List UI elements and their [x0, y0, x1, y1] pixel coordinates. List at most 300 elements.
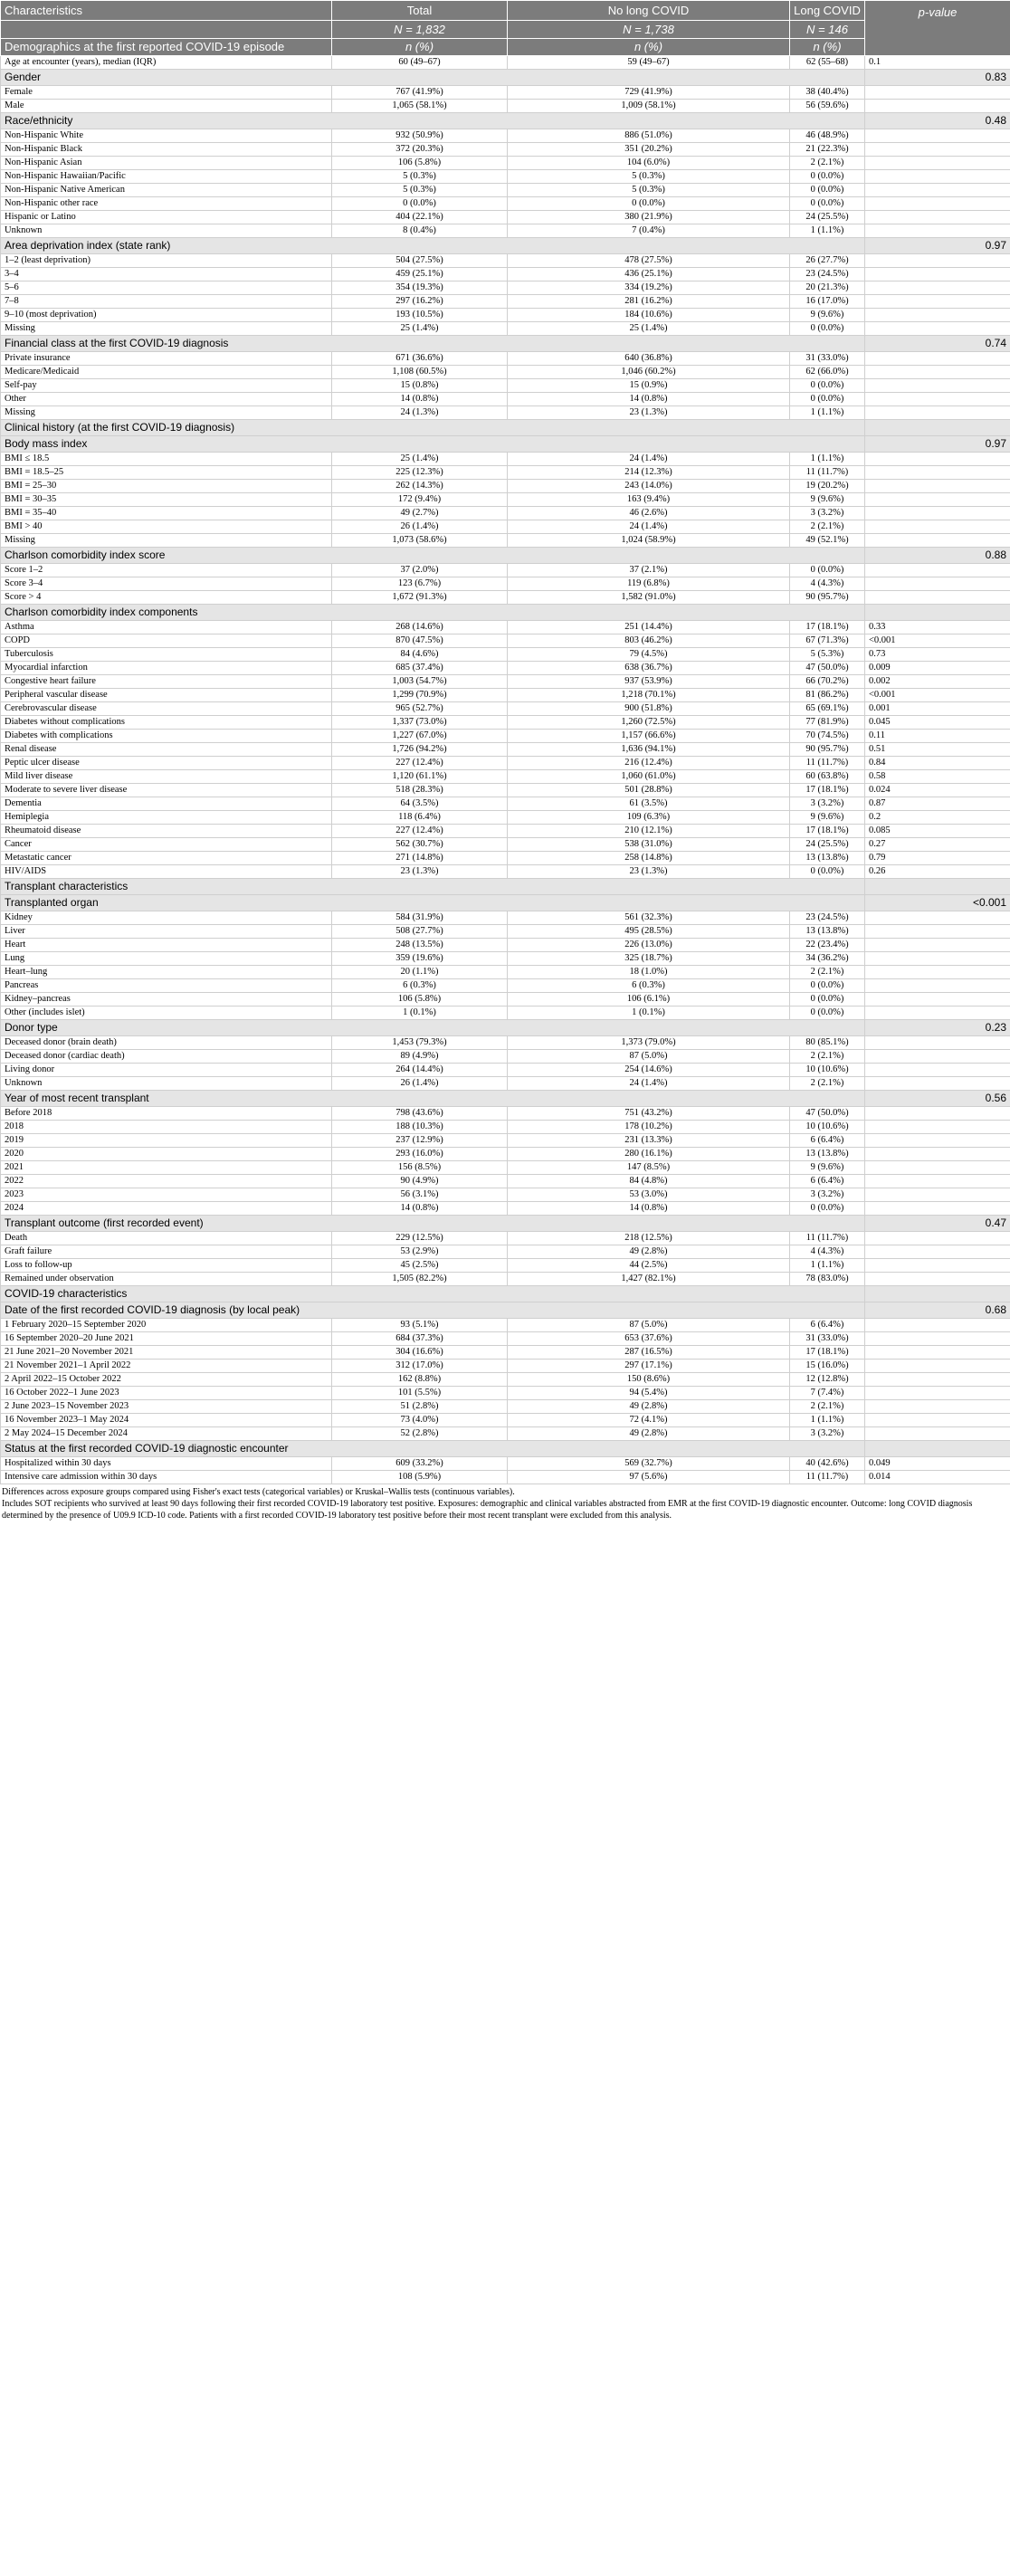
table-row	[1, 1188, 1010, 1202]
cell-total: 37 (2.0%)	[332, 564, 508, 577]
cell-no-long-covid: 24 (1.4%)	[508, 453, 790, 466]
cell-p-value	[865, 1050, 1010, 1064]
cell-p-value: 0.014	[865, 1471, 1010, 1484]
cell-total: 25 (1.4%)	[332, 322, 508, 336]
cell-total: 404 (22.1%)	[332, 211, 508, 224]
table-row	[1, 993, 1010, 1007]
row-label: BMI = 25–30	[1, 480, 332, 493]
cell-total: 459 (25.1%)	[332, 268, 508, 281]
cell-long-covid: 11 (11.7%)	[790, 757, 865, 770]
cell-total: 1,337 (73.0%)	[332, 716, 508, 730]
table-row	[1, 939, 1010, 952]
cell-long-covid: 47 (50.0%)	[790, 662, 865, 675]
table-row	[1, 577, 1010, 591]
table-row	[1, 86, 1010, 100]
cell-p-value	[865, 211, 1010, 224]
cell-total: 108 (5.9%)	[332, 1471, 508, 1484]
cell-long-covid: 0 (0.0%)	[790, 1007, 865, 1020]
section-label: Financial class at the first COVID-19 diagnosis	[1, 336, 865, 352]
footnote: Differences across exposure groups compared using Fisher's exact tests (categorical variables) or Kruskal–Wallis tests (continuous variables).	[2, 1487, 515, 1497]
cell-no-long-covid: 1,218 (70.1%)	[508, 689, 790, 702]
section-row	[1, 1216, 1010, 1232]
cell-no-long-covid: 501 (28.8%)	[508, 784, 790, 797]
header-long-covid-unit: n (%)	[790, 39, 865, 56]
cell-p-value	[865, 1036, 1010, 1050]
row-label: Score > 4	[1, 591, 332, 605]
cell-p-value: 0.51	[865, 743, 1010, 757]
header-long-covid: Long COVID	[790, 1, 865, 21]
cell-long-covid: 4 (4.3%)	[790, 1245, 865, 1259]
footnotes	[0, 1484, 1004, 1523]
cell-long-covid: 2 (2.1%)	[790, 966, 865, 979]
cell-long-covid: 56 (59.6%)	[790, 100, 865, 113]
cell-no-long-covid: 119 (6.8%)	[508, 577, 790, 591]
cell-long-covid: 38 (40.4%)	[790, 86, 865, 100]
cell-no-long-covid: 1,009 (58.1%)	[508, 100, 790, 113]
cell-p-value	[865, 86, 1010, 100]
row-label: 2 May 2024–15 December 2024	[1, 1427, 332, 1441]
cell-p-value	[865, 507, 1010, 520]
cell-p-value	[865, 268, 1010, 281]
section-label: Body mass index	[1, 436, 865, 453]
cell-long-covid: 26 (27.7%)	[790, 254, 865, 268]
cell-long-covid: 11 (11.7%)	[790, 466, 865, 480]
cell-long-covid: 65 (69.1%)	[790, 702, 865, 716]
cell-total: 227 (12.4%)	[332, 825, 508, 838]
cell-p-value	[865, 939, 1010, 952]
header-no-long-covid: No long COVID	[508, 1, 790, 21]
cell-long-covid: 34 (36.2%)	[790, 952, 865, 966]
cell-total: 6 (0.3%)	[332, 979, 508, 993]
cell-no-long-covid: 380 (21.9%)	[508, 211, 790, 224]
cell-long-covid: 9 (9.6%)	[790, 493, 865, 507]
table-row	[1, 591, 1010, 605]
table-row	[1, 453, 1010, 466]
row-label: Age at encounter (years), median (IQR)	[1, 56, 332, 70]
cell-long-covid: 77 (81.9%)	[790, 716, 865, 730]
table-row	[1, 797, 1010, 811]
row-label: BMI ≤ 18.5	[1, 453, 332, 466]
cell-p-value	[865, 466, 1010, 480]
cell-long-covid: 67 (71.3%)	[790, 634, 865, 648]
cell-no-long-covid: 1,427 (82.1%)	[508, 1273, 790, 1286]
table-row	[1, 157, 1010, 170]
cell-p-value	[865, 911, 1010, 925]
table-row	[1, 757, 1010, 770]
section-row	[1, 238, 1010, 254]
row-label: Mild liver disease	[1, 770, 332, 784]
cell-p-value	[865, 1188, 1010, 1202]
cell-total: 156 (8.5%)	[332, 1161, 508, 1175]
cell-long-covid: 24 (25.5%)	[790, 211, 865, 224]
row-label: 2 June 2023–15 November 2023	[1, 1400, 332, 1414]
cell-p-value	[865, 224, 1010, 238]
cell-p-value	[865, 281, 1010, 295]
cell-p-value	[865, 1175, 1010, 1188]
cell-no-long-covid: 84 (4.8%)	[508, 1175, 790, 1188]
cell-long-covid: 13 (13.8%)	[790, 925, 865, 939]
cell-no-long-covid: 243 (14.0%)	[508, 480, 790, 493]
cell-p-value	[865, 1387, 1010, 1400]
cell-total: 312 (17.0%)	[332, 1360, 508, 1373]
cell-p-value	[865, 1400, 1010, 1414]
table-row	[1, 493, 1010, 507]
row-label: Other (includes islet)	[1, 1007, 332, 1020]
section-row	[1, 1020, 1010, 1036]
cell-p-value	[865, 1373, 1010, 1387]
cell-no-long-covid: 638 (36.7%)	[508, 662, 790, 675]
table-row	[1, 1259, 1010, 1273]
cell-total: 1,453 (79.3%)	[332, 1036, 508, 1050]
cell-no-long-covid: 325 (18.7%)	[508, 952, 790, 966]
table-row	[1, 224, 1010, 238]
cell-total: 671 (36.6%)	[332, 352, 508, 366]
table-row	[1, 1245, 1010, 1259]
cell-long-covid: 0 (0.0%)	[790, 979, 865, 993]
table-row	[1, 309, 1010, 322]
cell-no-long-covid: 281 (16.2%)	[508, 295, 790, 309]
row-label: Renal disease	[1, 743, 332, 757]
row-label: HIV/AIDS	[1, 865, 332, 879]
cell-p-value	[865, 952, 1010, 966]
cell-p-value	[865, 254, 1010, 268]
cell-long-covid: 2 (2.1%)	[790, 157, 865, 170]
cell-long-covid: 0 (0.0%)	[790, 1202, 865, 1216]
row-label: 2019	[1, 1134, 332, 1148]
row-label: Deceased donor (brain death)	[1, 1036, 332, 1050]
cell-p-value: 0.009	[865, 662, 1010, 675]
cell-no-long-covid: 106 (6.1%)	[508, 993, 790, 1007]
cell-no-long-covid: 109 (6.3%)	[508, 811, 790, 825]
cell-p-value	[865, 1427, 1010, 1441]
table-row	[1, 143, 1010, 157]
cell-long-covid: 21 (22.3%)	[790, 143, 865, 157]
table-row	[1, 534, 1010, 548]
cell-total: 56 (3.1%)	[332, 1188, 508, 1202]
row-label: 2023	[1, 1188, 332, 1202]
cell-no-long-covid: 94 (5.4%)	[508, 1387, 790, 1400]
cell-no-long-covid: 251 (14.4%)	[508, 621, 790, 634]
cell-total: 0 (0.0%)	[332, 197, 508, 211]
cell-long-covid: 0 (0.0%)	[790, 184, 865, 197]
cell-p-value: <0.001	[865, 689, 1010, 702]
cell-no-long-covid: 61 (3.5%)	[508, 797, 790, 811]
section-row	[1, 1302, 1010, 1319]
table-row	[1, 1373, 1010, 1387]
cell-long-covid: 70 (74.5%)	[790, 730, 865, 743]
table-row	[1, 925, 1010, 939]
cell-no-long-covid: 334 (19.2%)	[508, 281, 790, 295]
section-label: Year of most recent transplant	[1, 1091, 865, 1107]
cell-p-value: 0.11	[865, 730, 1010, 743]
row-label: Loss to follow-up	[1, 1259, 332, 1273]
cell-long-covid: 3 (3.2%)	[790, 507, 865, 520]
table-row	[1, 825, 1010, 838]
table-row	[1, 1202, 1010, 1216]
cell-long-covid: 12 (12.8%)	[790, 1373, 865, 1387]
header-row	[1, 39, 1010, 56]
cell-p-value	[865, 157, 1010, 170]
cell-long-covid: 1 (1.1%)	[790, 1259, 865, 1273]
table-row	[1, 170, 1010, 184]
cell-p-value: 0.001	[865, 702, 1010, 716]
section-label: Status at the first recorded COVID-19 diagnostic encounter	[1, 1441, 865, 1457]
cell-p-value	[865, 406, 1010, 420]
cell-long-covid: 6 (6.4%)	[790, 1175, 865, 1188]
cell-no-long-covid: 23 (1.3%)	[508, 865, 790, 879]
cell-p-value	[865, 1148, 1010, 1161]
table-row	[1, 379, 1010, 393]
cell-p-value: 0.58	[865, 770, 1010, 784]
row-label: 5–6	[1, 281, 332, 295]
table-row	[1, 281, 1010, 295]
table-row	[1, 1121, 1010, 1134]
row-label: 1 February 2020–15 September 2020	[1, 1319, 332, 1332]
row-label: Metastatic cancer	[1, 852, 332, 865]
table-row	[1, 662, 1010, 675]
cell-total: 767 (41.9%)	[332, 86, 508, 100]
row-label: Diabetes without complications	[1, 716, 332, 730]
cell-p-value	[865, 1007, 1010, 1020]
table-header	[1, 1, 1010, 56]
header-blank	[1, 21, 332, 39]
row-label: Diabetes with complications	[1, 730, 332, 743]
section-label: Transplant characteristics	[1, 879, 865, 895]
row-label: Intensive care admission within 30 days	[1, 1471, 332, 1484]
cell-long-covid: 13 (13.8%)	[790, 1148, 865, 1161]
cell-long-covid: 49 (52.1%)	[790, 534, 865, 548]
cell-long-covid: 60 (63.8%)	[790, 770, 865, 784]
section-row	[1, 436, 1010, 453]
cell-long-covid: 62 (66.0%)	[790, 366, 865, 379]
table-row	[1, 1148, 1010, 1161]
cell-p-value	[865, 352, 1010, 366]
cell-long-covid: 2 (2.1%)	[790, 520, 865, 534]
section-label: Transplant outcome (first recorded event)	[1, 1216, 865, 1232]
cell-no-long-covid: 53 (3.0%)	[508, 1188, 790, 1202]
cell-long-covid: 3 (3.2%)	[790, 1427, 865, 1441]
cell-p-value: 0.049	[865, 1457, 1010, 1471]
table-row	[1, 1107, 1010, 1121]
table-row	[1, 852, 1010, 865]
cell-long-covid: 17 (18.1%)	[790, 1346, 865, 1360]
cell-total: 118 (6.4%)	[332, 811, 508, 825]
row-label: Pancreas	[1, 979, 332, 993]
row-label: Male	[1, 100, 332, 113]
row-label: Score 3–4	[1, 577, 332, 591]
cell-p-value	[865, 1107, 1010, 1121]
section-p-value: 0.97	[865, 238, 1010, 254]
header-total-n: N = 1,832	[332, 21, 508, 39]
cell-p-value	[865, 577, 1010, 591]
cell-long-covid: 2 (2.1%)	[790, 1400, 865, 1414]
table-row	[1, 520, 1010, 534]
cell-long-covid: 66 (70.2%)	[790, 675, 865, 689]
cell-total: 870 (47.5%)	[332, 634, 508, 648]
row-label: Missing	[1, 534, 332, 548]
section-p-value: 0.23	[865, 1020, 1010, 1036]
cell-no-long-covid: 25 (1.4%)	[508, 322, 790, 336]
cell-p-value	[865, 1245, 1010, 1259]
cell-no-long-covid: 1,636 (94.1%)	[508, 743, 790, 757]
cell-no-long-covid: 538 (31.0%)	[508, 838, 790, 852]
cell-total: 562 (30.7%)	[332, 838, 508, 852]
cell-p-value	[865, 1232, 1010, 1245]
cell-no-long-covid: 37 (2.1%)	[508, 564, 790, 577]
table-row	[1, 1387, 1010, 1400]
cell-no-long-covid: 18 (1.0%)	[508, 966, 790, 979]
section-p-value: 0.68	[865, 1302, 1010, 1319]
cell-p-value	[865, 493, 1010, 507]
cell-long-covid: 1 (1.1%)	[790, 406, 865, 420]
row-label: Heart–lung	[1, 966, 332, 979]
section-p-value: 0.48	[865, 113, 1010, 129]
cell-total: 584 (31.9%)	[332, 911, 508, 925]
cell-no-long-covid: 1,157 (66.6%)	[508, 730, 790, 743]
cell-long-covid: 3 (3.2%)	[790, 1188, 865, 1202]
cell-total: 26 (1.4%)	[332, 1077, 508, 1091]
section-p-value	[865, 1286, 1010, 1302]
cell-p-value	[865, 1414, 1010, 1427]
header-no-long-covid-unit: n (%)	[508, 39, 790, 56]
cell-p-value	[865, 591, 1010, 605]
section-p-value: 0.74	[865, 336, 1010, 352]
cell-long-covid: 81 (86.2%)	[790, 689, 865, 702]
cell-total: 1,003 (54.7%)	[332, 675, 508, 689]
table-row	[1, 952, 1010, 966]
table-row	[1, 268, 1010, 281]
cell-no-long-covid: 937 (53.9%)	[508, 675, 790, 689]
cell-p-value	[865, 1346, 1010, 1360]
cell-long-covid: 23 (24.5%)	[790, 911, 865, 925]
row-label: 16 November 2023–1 May 2024	[1, 1414, 332, 1427]
table-row	[1, 1457, 1010, 1471]
section-row	[1, 70, 1010, 86]
cell-p-value	[865, 925, 1010, 939]
row-label: Before 2018	[1, 1107, 332, 1121]
row-label: Moderate to severe liver disease	[1, 784, 332, 797]
cell-no-long-covid: 231 (13.3%)	[508, 1134, 790, 1148]
cell-p-value: 0.73	[865, 648, 1010, 662]
cell-no-long-covid: 59 (49–67)	[508, 56, 790, 70]
cell-p-value: 0.002	[865, 675, 1010, 689]
cell-no-long-covid: 0 (0.0%)	[508, 197, 790, 211]
cell-no-long-covid: 24 (1.4%)	[508, 520, 790, 534]
cell-long-covid: 3 (3.2%)	[790, 797, 865, 811]
table-row	[1, 322, 1010, 336]
cell-no-long-covid: 640 (36.8%)	[508, 352, 790, 366]
cell-long-covid: 1 (1.1%)	[790, 453, 865, 466]
cell-total: 93 (5.1%)	[332, 1319, 508, 1332]
cell-p-value	[865, 1134, 1010, 1148]
cell-p-value	[865, 379, 1010, 393]
cell-long-covid: 46 (48.9%)	[790, 129, 865, 143]
row-label: Tuberculosis	[1, 648, 332, 662]
cell-no-long-covid: 280 (16.1%)	[508, 1148, 790, 1161]
cell-p-value	[865, 993, 1010, 1007]
cell-long-covid: 0 (0.0%)	[790, 170, 865, 184]
row-label: Non-Hispanic other race	[1, 197, 332, 211]
row-label: Medicare/Medicaid	[1, 366, 332, 379]
cell-long-covid: 0 (0.0%)	[790, 197, 865, 211]
cell-long-covid: 20 (21.3%)	[790, 281, 865, 295]
cell-no-long-covid: 5 (0.3%)	[508, 170, 790, 184]
cell-no-long-covid: 436 (25.1%)	[508, 268, 790, 281]
table-row	[1, 716, 1010, 730]
cell-no-long-covid: 1,024 (58.9%)	[508, 534, 790, 548]
cell-p-value: 0.26	[865, 865, 1010, 879]
cell-total: 609 (33.2%)	[332, 1457, 508, 1471]
section-label: Gender	[1, 70, 865, 86]
cell-total: 518 (28.3%)	[332, 784, 508, 797]
cell-total: 14 (0.8%)	[332, 1202, 508, 1216]
cell-long-covid: 15 (16.0%)	[790, 1360, 865, 1373]
header-total-unit: n (%)	[332, 39, 508, 56]
row-label: Remained under observation	[1, 1273, 332, 1286]
cell-no-long-covid: 210 (12.1%)	[508, 825, 790, 838]
cell-p-value: 0.085	[865, 825, 1010, 838]
cell-total: 1 (0.1%)	[332, 1007, 508, 1020]
cell-long-covid: 24 (25.5%)	[790, 838, 865, 852]
cell-no-long-covid: 495 (28.5%)	[508, 925, 790, 939]
row-label: Missing	[1, 322, 332, 336]
cell-p-value: 0.024	[865, 784, 1010, 797]
row-label: Cancer	[1, 838, 332, 852]
cell-p-value	[865, 197, 1010, 211]
header-long-covid-n: N = 146	[790, 21, 865, 39]
cell-total: 685 (37.4%)	[332, 662, 508, 675]
cell-long-covid: 17 (18.1%)	[790, 621, 865, 634]
table-row	[1, 689, 1010, 702]
cell-total: 264 (14.4%)	[332, 1064, 508, 1077]
cell-long-covid: 5 (5.3%)	[790, 648, 865, 662]
cell-long-covid: 31 (33.0%)	[790, 352, 865, 366]
cell-no-long-covid: 218 (12.5%)	[508, 1232, 790, 1245]
cell-long-covid: 6 (6.4%)	[790, 1319, 865, 1332]
row-label: 2024	[1, 1202, 332, 1216]
table-row	[1, 1332, 1010, 1346]
table-row	[1, 1232, 1010, 1245]
cell-total: 23 (1.3%)	[332, 865, 508, 879]
cell-no-long-covid: 1,260 (72.5%)	[508, 716, 790, 730]
cell-long-covid: 2 (2.1%)	[790, 1050, 865, 1064]
cell-p-value	[865, 966, 1010, 979]
row-label: Peptic ulcer disease	[1, 757, 332, 770]
cell-long-covid: 0 (0.0%)	[790, 379, 865, 393]
cell-p-value	[865, 1077, 1010, 1091]
row-label: 9–10 (most deprivation)	[1, 309, 332, 322]
row-label: 16 October 2022–1 June 2023	[1, 1387, 332, 1400]
row-label: Female	[1, 86, 332, 100]
header-row	[1, 21, 1010, 39]
cell-total: 106 (5.8%)	[332, 157, 508, 170]
cell-long-covid: 0 (0.0%)	[790, 865, 865, 879]
section-row	[1, 1441, 1010, 1457]
cell-total: 1,672 (91.3%)	[332, 591, 508, 605]
row-label: Other	[1, 393, 332, 406]
section-p-value: 0.97	[865, 436, 1010, 453]
section-p-value: 0.88	[865, 548, 1010, 564]
cell-p-value: <0.001	[865, 634, 1010, 648]
cell-total: 932 (50.9%)	[332, 129, 508, 143]
table-row	[1, 507, 1010, 520]
cell-long-covid: 0 (0.0%)	[790, 564, 865, 577]
cell-p-value	[865, 100, 1010, 113]
row-label: Private insurance	[1, 352, 332, 366]
cell-total: 51 (2.8%)	[332, 1400, 508, 1414]
table-row	[1, 184, 1010, 197]
cell-total: 237 (12.9%)	[332, 1134, 508, 1148]
